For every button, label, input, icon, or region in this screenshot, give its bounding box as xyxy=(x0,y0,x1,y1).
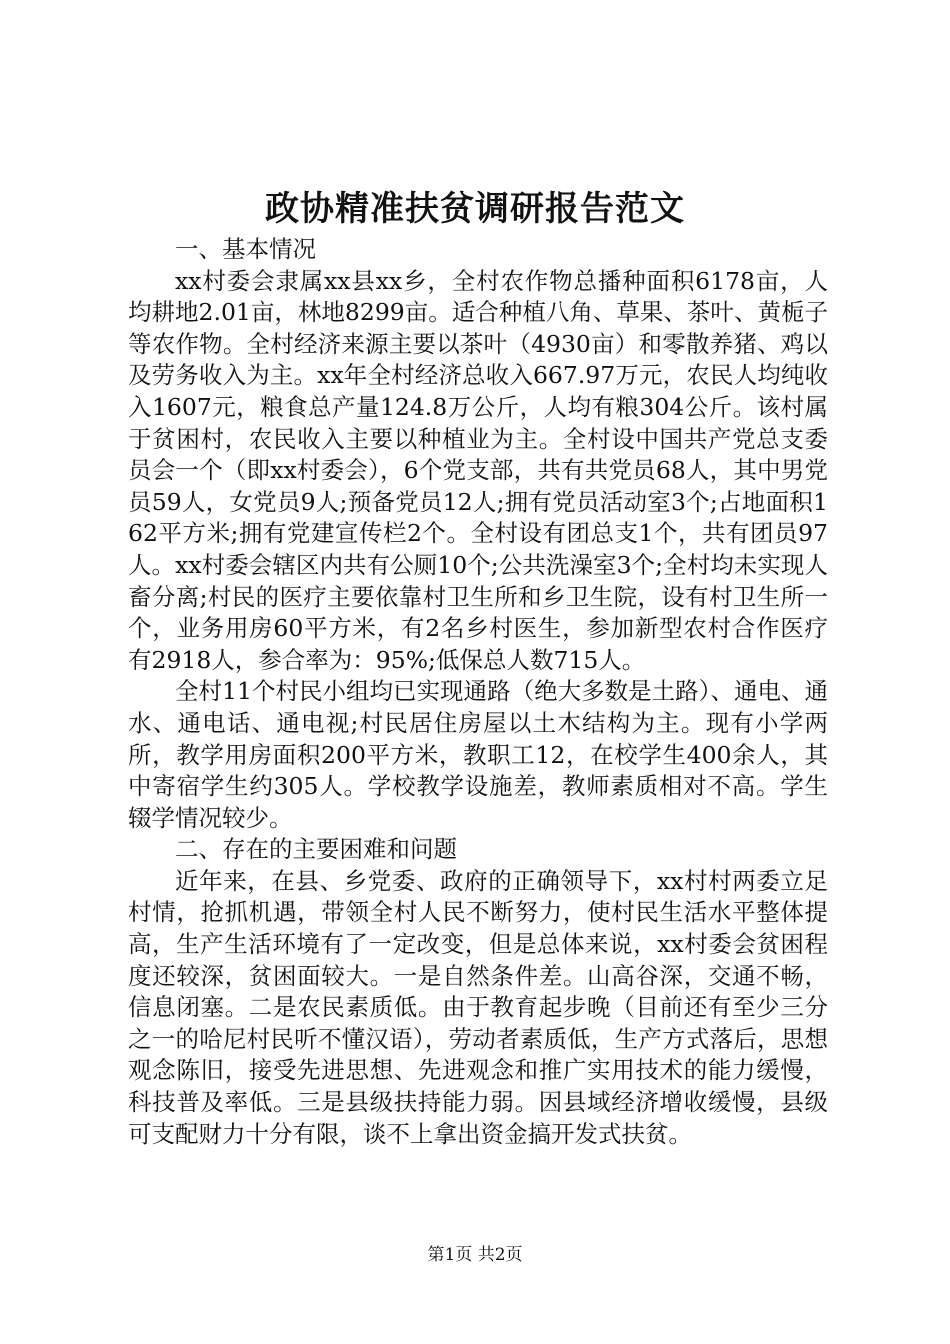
body-paragraph: 近年来，在县、乡党委、政府的正确领导下，xx村村两委立足村情，抢抓机遇，带领全村人民不断努力，使村民生活水平整体提高，生产生活环境有了一定改变，但是总体来说，xx村委会贫困程度还较深，贫困面较大。一是自然条件差。山高谷深，交通不畅，信息闭塞。二是农民素质低。由于教育起步晚（目前还有至少三分之一的哈尼村民听不懂汉语），劳动者素质低，生产方式落后，思想观念陈旧，接受先进思想、先进观念和推广实用技术的能力缓慢，科技普及率低。三是县级扶持能力弱。因县域经济增收缓慢，县级可支配财力十分有限，谈不上拿出资金搞开发式扶贫。 xyxy=(128,866,828,1148)
section-heading: 二、存在的主要困难和问题 xyxy=(175,835,457,864)
body-paragraph: xx村委会隶属xx县xx乡，全村农作物总播种面积6178亩，人均耕地2.01亩，林地8299亩。适合种植八角、草果、茶叶、黄栀子等农作物。全村经济来源主要以茶叶（4930亩）和零散养猪、鸡以及劳务收入为主。xx年全村经济总收入667.97万元，农民人均纯收入1607元，粮食总产量124.8万公斤，人均有粮304公斤。该村属于贫困村，农民收入主要以种植业为主。全村设中国共产党总支委员会一个（即xx村委会），6个党支部，共有共党员68人，其中男党员59人，女党员9人;预备党员12人;拥有党员活动室3个;占地面积162平方米;拥有党建宣传栏2个。全村设有团总支1个，共有团员97人。xx村委会辖区内共有公厕10个;公共洗澡室3个;全村均未实现人畜分离;村民的医疗主要依靠村卫生所和乡卫生院，设有村卫生所一个，业务用房60平方米，有2名乡村医生，参加新型农村合作医疗有2918人，参合率为：95%;低保总人数715人。 xyxy=(128,266,828,674)
section-heading: 一、基本情况 xyxy=(175,235,316,263)
body-paragraph: 全村11个村民小组均已实现通路（绝大多数是土路）、通电、通水、通电话、通电视;村民居住房屋以土木结构为主。现有小学两所，教学用房面积200平方米，教职工12，在校学生400余人，其中寄宿学生约305人。学校教学设施差，教师素质相对不高。学生辍学情况较少。 xyxy=(128,677,828,832)
page-footer: 第1页 共2页 xyxy=(427,1245,523,1265)
document-body xyxy=(128,234,828,1150)
document-title: 政协精准扶贫调研报告范文 xyxy=(265,189,685,229)
